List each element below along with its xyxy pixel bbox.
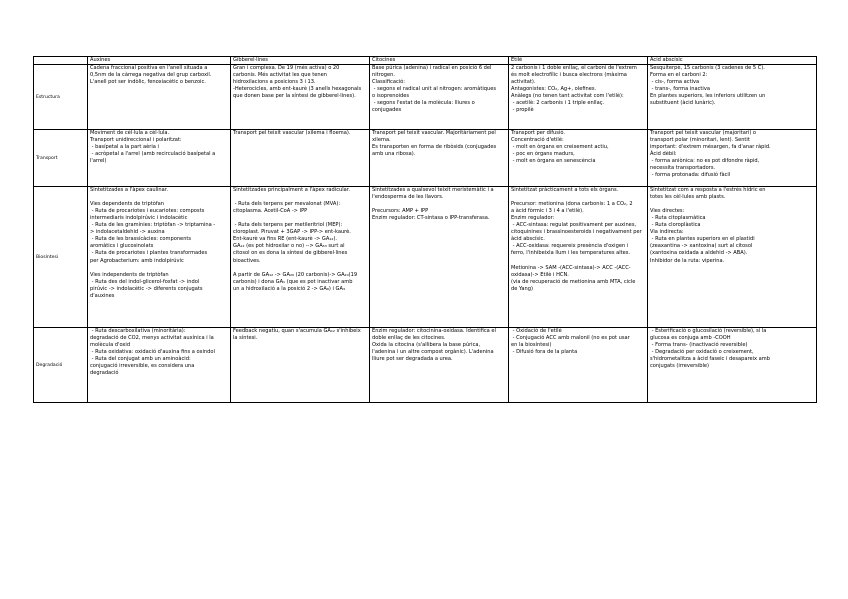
cell-line: Sintetitzades a l'àpex caulinar. bbox=[90, 187, 169, 194]
cell-line: Vies independents de triptòfan bbox=[90, 271, 169, 278]
cell-line: - Forma trans- (inactivació reversible) bbox=[650, 342, 748, 349]
cell-acid-abscisic bbox=[648, 130, 817, 187]
cell-line: ferro, l'inhibeixla llum i les temperatures altes. bbox=[511, 250, 631, 257]
cell-line: - ACC-sintasa: regulat positivament per auxines, bbox=[511, 222, 637, 229]
cell-line: Vies directes: bbox=[650, 208, 685, 215]
cell-line: Precursor: metionina (dona carbonis: 1 a CO₂, 2 bbox=[511, 201, 633, 208]
cell-line: intermediaris indolpirúvic i indolacètic bbox=[90, 215, 188, 222]
cell-line: (xantoxina oxidada a aldehid -> ABA). bbox=[650, 250, 748, 257]
cell-etile bbox=[509, 130, 648, 187]
cell-line: L'anell pot ser indòlic, fenoxiacètic o benzoic. bbox=[90, 79, 206, 86]
cell-line: - Ruta descarboxilativa (minoritària): bbox=[90, 328, 186, 335]
cell-line: Vies dependents de triptòfan bbox=[90, 201, 165, 208]
cell-line: - Degradació per oxidació o creixement, bbox=[650, 349, 754, 356]
corner-cell bbox=[34, 57, 88, 65]
cell-line bbox=[233, 265, 367, 272]
cell-line: - Difusió fora de la planta bbox=[511, 349, 578, 356]
cell-line: - Ruta del conjugat amb un aminoàcid: bbox=[90, 356, 191, 363]
cell-line: Transport per difusió. bbox=[511, 130, 565, 137]
cell-citocines bbox=[370, 187, 509, 328]
cell-line: xilema. bbox=[372, 137, 391, 144]
cell-line: hidroxilacions a posicions 3 i 13. bbox=[233, 79, 316, 86]
cell-line: lliure pot ser degradada a urea. bbox=[372, 356, 453, 363]
cell-line: totes les cèl·lules amb plasts. bbox=[650, 194, 726, 201]
cell-line bbox=[233, 215, 367, 222]
cell-line: - trans-, forma inactiva bbox=[650, 86, 710, 93]
cell-line: de Yang) bbox=[511, 285, 533, 292]
cell-line: citoquinines i brassinoesteroids i negativament per bbox=[511, 229, 642, 236]
cell-line: és molt electrofílic i busca electrons (màxima bbox=[511, 72, 627, 79]
cell-line: d'auxines bbox=[90, 292, 115, 299]
cell-line: Inhibidor de la ruta: viperina. bbox=[650, 257, 725, 264]
cell-line: - molt en òrgans en creixement actiu, bbox=[511, 144, 609, 151]
cell-line: citosol on es dona la síntesi de gibberel·lines bbox=[233, 250, 348, 257]
row-header-cell: Biosíntesi bbox=[34, 187, 88, 328]
cell-line bbox=[372, 201, 506, 208]
cell-line: conjugació irreversible, es considera una bbox=[90, 363, 195, 370]
cell-line: Transport unidireccional i polaritzat: bbox=[90, 137, 182, 144]
cell-line: - Ruta en plantes superiors en el plastidi bbox=[650, 236, 755, 243]
cell-line: - cis-, forma activa bbox=[650, 79, 700, 86]
cell-line: - acròpetal a l'arrel (amb recirculació basípetal a bbox=[90, 151, 216, 158]
cell-auxines bbox=[88, 187, 231, 328]
cell-auxines bbox=[88, 130, 231, 187]
cell-line: - Ruta de les brassicàcies: components bbox=[90, 236, 192, 243]
cell-line: Transport pel teixit vascular (xilema i floema). bbox=[233, 130, 351, 137]
cell-line: important: d'extrem mésargen, fa d'anar ràpid. bbox=[650, 144, 771, 151]
cell-line: transport polar (minoritari, lent). Sentit bbox=[650, 137, 750, 144]
row-transport bbox=[34, 130, 817, 187]
cell-line: citoplasma. Acetil-CoA -> IPP bbox=[233, 208, 308, 215]
cell-etile bbox=[509, 328, 648, 403]
cell-line: cloroplast. Piruvat + 3GAP -> IPP-> ent-kaurè. bbox=[233, 229, 351, 236]
cell-line: molècula d'oxid bbox=[90, 342, 131, 349]
cell-line: - Oxidació de l'etilè bbox=[511, 328, 562, 335]
cell-auxines bbox=[88, 328, 231, 403]
header-citocines: Citocines bbox=[370, 57, 509, 65]
cell-line: Transport pel teixit vascular. Majoritàriament pel bbox=[372, 130, 496, 137]
cell-line: degradació bbox=[90, 370, 119, 377]
cell-line: aromàtics i glucosinolats bbox=[90, 243, 154, 250]
cell-line: -Heterocicles, amb ent-kaurè (3 anells hexagonals bbox=[233, 86, 362, 93]
cell-line: oxidasa)-> Etilè i HCN. bbox=[511, 271, 569, 278]
cell-line: Forma en el carboni 2: bbox=[650, 72, 708, 79]
cell-gibberellines bbox=[231, 328, 370, 403]
cell-line: - segons el radical unit al nitrogen: aromàtiques bbox=[372, 86, 496, 93]
row-header-cell: Degradació bbox=[34, 328, 88, 403]
cell-line: - acetilè: 2 carbonis i 1 triple enllaç. bbox=[511, 100, 605, 107]
cell-line: que donen base per la síntesi de gibberel·lines). bbox=[233, 93, 356, 100]
cell-line: - segons l'estat de la molècula: lliures o bbox=[372, 100, 475, 107]
cell-line: conjugades bbox=[372, 107, 402, 114]
cell-line: Ent-kaurè va fins RE (ent-kaurè -> GA₁₂). bbox=[233, 236, 338, 243]
cell-line: - basípetal a la part aèria i bbox=[90, 144, 159, 151]
cell-citocines bbox=[370, 130, 509, 187]
cell-line: Transport pel teixit vascular (majoritari) o bbox=[650, 130, 757, 137]
cell-line: Precursors: AMP + IPP bbox=[372, 208, 429, 215]
row-header-cell: Transport bbox=[34, 130, 88, 187]
cell-line: - Conjugació ACC amb malonil (no es pot usar bbox=[511, 335, 630, 342]
cell-line: activitat). bbox=[511, 79, 536, 86]
header-auxines: Auxines bbox=[88, 57, 231, 65]
cell-gibberellines bbox=[231, 187, 370, 328]
cell-line: - forma aniònica: no es pot difondre ràpid, bbox=[650, 158, 760, 165]
cell-line: o isoprenoides bbox=[372, 93, 410, 100]
cell-line: - Ruta des del indol-glicerol-fosfat -> indol bbox=[90, 278, 200, 285]
cell-line: Sintetitzades principalment a l'àpex radicular. bbox=[233, 187, 351, 194]
cell-line: - Ruta de procariotes i eucariotes: composts bbox=[90, 208, 205, 215]
cell-line: per Agrobacterium: amb indolpirúvic bbox=[90, 257, 184, 264]
cell-line: - forma protonada: difusió fàcil bbox=[650, 172, 731, 179]
cell-line: carbonis) i dona GA₁ (que es pot inactivar amb bbox=[233, 278, 353, 285]
row-header-cell: Estructura bbox=[34, 65, 88, 130]
cell-etile bbox=[509, 187, 648, 328]
cell-line: Via indirecta: bbox=[650, 229, 684, 236]
cell-line: nitrogen. bbox=[372, 72, 395, 79]
cell-line bbox=[650, 201, 814, 208]
header-gibberellines: Gibberel·lines bbox=[231, 57, 370, 65]
header-row bbox=[34, 57, 817, 65]
cell-line: Antagonistes: CO₂, Ag+, olefines. bbox=[511, 86, 597, 93]
cell-line: - poc en òrgans madurs, bbox=[511, 151, 575, 158]
cell-line: l'adenina i un altre compost orgànic). L'adenina bbox=[372, 349, 494, 356]
cell-line: 2 carbonis i 1 doble enllaç, el carboni de l'extrem bbox=[511, 65, 637, 72]
cell-line: pirúvic -> indolacètic -> diferents conjugats bbox=[90, 285, 203, 292]
cell-line: Àcid dèbil: bbox=[650, 151, 677, 158]
cell-acid-abscisic bbox=[648, 328, 817, 403]
cell-acid-abscisic bbox=[648, 187, 817, 328]
cell-line: - propilè bbox=[511, 107, 534, 114]
cell-line: Sintetitzat pràcticament a tots els òrgans. bbox=[511, 187, 619, 194]
cell-line: (zeaxantina -> xantoxina) surt al citosol bbox=[650, 243, 753, 250]
cell-line: En plantes superiors, les inferiors utilitzen un bbox=[650, 93, 766, 100]
cell-line: s'hidrometalitza a àcid faseic i desapareix amb bbox=[650, 356, 770, 363]
cell-line: Feedback negatiu, quan s'acumula GA₁₂ s'inhibeix bbox=[233, 328, 361, 335]
cell-line: - Ruta dels terpens per mevalonat (MVA): bbox=[233, 201, 341, 208]
cell-line: glucosa es conjuga amb -COOH bbox=[650, 335, 731, 342]
cell-line bbox=[90, 265, 228, 272]
cell-line: Anàlegs (no tenen tant activitat com l'etilè): bbox=[511, 93, 624, 100]
cell-line: substituent (àcid lunàric). bbox=[650, 100, 716, 107]
cell-line: Sesquiterpè, 15 carbonis (3 cadenes de 5 C). bbox=[650, 65, 765, 72]
cell-line: bioactives. bbox=[233, 257, 261, 264]
cell-line: 0,5nm de la càrrega negativa del grup carboxil. bbox=[90, 72, 212, 79]
cell-line: carbonis. Més activitat les que tenen bbox=[233, 72, 327, 79]
cell-line: amb una ribosa). bbox=[372, 151, 416, 158]
cell-line bbox=[511, 258, 645, 265]
cell-line: Oxida la citocina (s'allibera la base púrica, bbox=[372, 342, 481, 349]
row-estructura bbox=[34, 65, 817, 130]
cell-line: conjugats (irreversible) bbox=[650, 363, 710, 370]
cell-line: A partir de GA₁₂ -> GA₂₀ (20 carbonis)-> GA₂₀(19 bbox=[233, 271, 358, 278]
cell-line: la síntesi. bbox=[233, 335, 258, 342]
cell-line: Classificació: bbox=[372, 79, 405, 86]
cell-line: Sintetitzat com a resposta a l'estrès hídric en bbox=[650, 187, 766, 194]
cell-gibberellines bbox=[231, 65, 370, 130]
cell-line: > indolacetaldehid -> auxina bbox=[90, 229, 165, 236]
cell-line: Concentració d'etilè: bbox=[511, 137, 564, 144]
cell-line: Enzim regulador: bbox=[511, 215, 555, 222]
row-biosintesi bbox=[34, 187, 817, 328]
cell-line: - Ruta oxidativa: oxidació d'auxina fins a oxindol bbox=[90, 349, 215, 356]
cell-citocines bbox=[370, 328, 509, 403]
cell-line: - Ruta de les gramínies: triptòfan -> triptamina - bbox=[90, 222, 216, 229]
cell-citocines bbox=[370, 65, 509, 130]
row-degradacio bbox=[34, 328, 817, 403]
cell-line: Es transporten en forma de ribòsids (conjugades bbox=[372, 144, 497, 151]
cell-line: - Ruta de procariotes i plantes transformades bbox=[90, 250, 208, 257]
cell-line: Enzim regulador: citocinina-oxidasa. Identifica el bbox=[372, 328, 496, 335]
cell-line: àcid abscísic. bbox=[511, 236, 545, 243]
cell-line bbox=[511, 194, 645, 201]
cell-line: un a hidroxilació a la posició 2 -> GA₈) i GA₃ bbox=[233, 285, 345, 292]
cell-etile bbox=[509, 65, 648, 130]
cell-line: (via de recuperació de metionina amb MTA, cicle bbox=[511, 278, 636, 285]
cell-line: Enzim regulador: CT-sintasa o IPP-transferasa. bbox=[372, 215, 490, 222]
cell-line: Metionina -> SAM -(ACC-sintasa)-> ACC -(ACC- bbox=[511, 264, 631, 271]
cell-line: a àcid fòrmic i 3 i 4 a l'etilè). bbox=[511, 208, 584, 215]
cell-line: l'endosperma de les llavors. bbox=[372, 194, 444, 201]
cell-line bbox=[233, 194, 367, 201]
header-acid-abscisic: Àcid abscísic bbox=[648, 57, 817, 65]
cell-line: Moviment de cèl·lula a cèl·lula. bbox=[90, 130, 170, 137]
cell-line: - molt en òrgans en senescència bbox=[511, 158, 596, 165]
cell-line: - Ruta cloroplàstica bbox=[650, 222, 701, 229]
cell-line: l'arrel) bbox=[90, 158, 107, 165]
cell-line: degradació de CO2, menys activitat auxínica i la bbox=[90, 335, 214, 342]
header-etile: Etilè bbox=[509, 57, 648, 65]
cell-line: Sintetitzades a qualsevol teixit meristemàtic i a bbox=[372, 187, 494, 194]
cell-line: GA₁₂ (es pot hidroxilar o no) --> GA₅₃ surt al bbox=[233, 243, 345, 250]
cell-line: - Ruta dels terpens per metileritriol (MEP): bbox=[233, 222, 343, 229]
cell-line: - ACC-oxidasa: requereix presència d'oxigen i bbox=[511, 243, 629, 250]
cell-line: Gran i complexa. De 19 (més activa) o 20 bbox=[233, 65, 340, 72]
cell-line: - Ruta citoplasmàtica bbox=[650, 215, 706, 222]
cell-line: - Esterificació o glucosilació (reversible), si la bbox=[650, 328, 767, 335]
cell-line: necessita transportadors. bbox=[650, 165, 716, 172]
cell-line: Cadena fraccional positiva en l'anell situada a bbox=[90, 65, 208, 72]
cell-auxines bbox=[88, 65, 231, 130]
cell-line: en la biosíntesi) bbox=[511, 342, 552, 349]
cell-line: Base púrica (adenina) i radical en posició 6 del bbox=[372, 65, 492, 72]
cell-line: doble enllaç de les citocines. bbox=[372, 335, 446, 342]
hormones-table bbox=[33, 56, 817, 403]
cell-gibberellines bbox=[231, 130, 370, 187]
cell-acid-abscisic bbox=[648, 65, 817, 130]
